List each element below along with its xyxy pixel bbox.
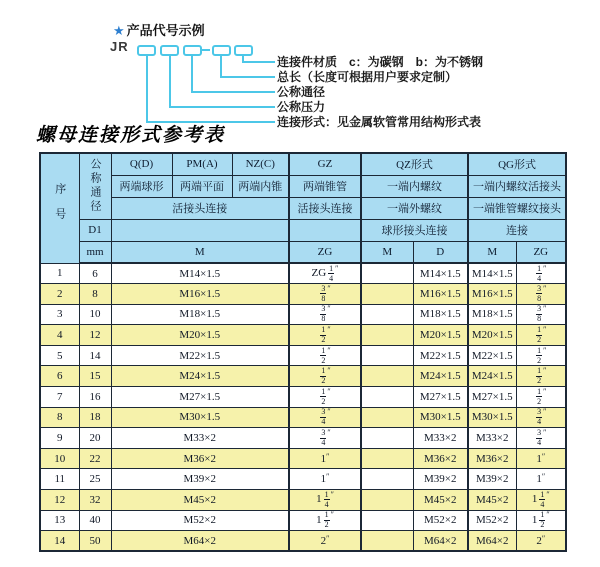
cell-dn: 18 [79, 407, 111, 428]
cell-qg-m: M20×1.5 [468, 325, 516, 346]
cell-qg-m: M24×1.5 [468, 366, 516, 387]
cell-qg-zg: $\frac{3}{4}$ ″ [516, 428, 566, 449]
cell-dn: 32 [79, 490, 111, 511]
table-row [40, 407, 566, 428]
header-mm: mm [79, 241, 111, 263]
header-unit-qz-d: D [413, 241, 468, 263]
cell-gz: $\frac{1}{2}$ ″ [289, 325, 361, 346]
header-ends-gz: 两端锥管 [289, 175, 361, 197]
cell-gz: $\frac{3}{8}$ ″ [289, 284, 361, 305]
cell-qz-m [361, 284, 413, 305]
cell-qz-m [361, 510, 413, 531]
header-empty-cell [111, 219, 289, 241]
table-row [40, 345, 566, 366]
cell-qz-m [361, 469, 413, 490]
product-code-prefix: JR [110, 39, 129, 54]
cell-seq: 5 [40, 345, 79, 366]
cell-qz-d: M24×1.5 [413, 366, 468, 387]
header-conn-qg: 一端锥管螺纹接头 [468, 197, 566, 219]
cell-seq: 12 [40, 490, 79, 511]
cell-qz-m [361, 490, 413, 511]
cell-gz: $\frac{3}{4}$ ″ [289, 407, 361, 428]
header-ends-nzc: 两端内锥 [232, 175, 289, 197]
cell-seq: 10 [40, 448, 79, 469]
cell-qg-m: M39×2 [468, 469, 516, 490]
diagram-heading-text: 产品代号示例 [126, 23, 205, 38]
cell-seq: 4 [40, 325, 79, 346]
cell-gz: $\frac{3}{8}$ ″ [289, 304, 361, 325]
cell-qg-zg: 1 $\frac{1}{4}$ ″ [516, 490, 566, 511]
cell-qg-zg: 1 $\frac{1}{2}$ ″ [516, 510, 566, 531]
cell-qz-m [361, 263, 413, 284]
header-unit-qg-zg: ZG [516, 241, 566, 263]
table-row [40, 325, 566, 346]
cell-qz-d: M36×2 [413, 448, 468, 469]
cell-dn: 16 [79, 387, 111, 408]
cell-seq: 7 [40, 387, 79, 408]
cell-qz-m [361, 345, 413, 366]
cell-m: M39×2 [111, 469, 289, 490]
cell-seq: 1 [40, 263, 79, 284]
cell-qz-d: M16×1.5 [413, 284, 468, 305]
header-group-qd: Q(D) [111, 153, 172, 175]
diagram-label-material: 连接件材质 c：为碳钢 b：为不锈钢 [277, 55, 484, 69]
cell-qg-m: M33×2 [468, 428, 516, 449]
leader-line [169, 106, 275, 108]
leader-line [220, 76, 275, 78]
cell-dn: 50 [79, 531, 111, 552]
cell-seq: 9 [40, 428, 79, 449]
leader-line [191, 91, 275, 93]
diagram-heading [113, 20, 205, 39]
cell-gz: $\frac{1}{2}$ ″ [289, 387, 361, 408]
code-dash [202, 49, 210, 51]
cell-qz-d: M45×2 [413, 490, 468, 511]
cell-qg-zg: 1″ [516, 469, 566, 490]
leader-line [169, 55, 171, 107]
header-conn-qz: 一端外螺纹 [361, 197, 468, 219]
table-row [40, 469, 566, 490]
cell-qg-zg: 2″ [516, 531, 566, 552]
cell-qz-m [361, 366, 413, 387]
table-row [40, 284, 566, 305]
cell-qg-m: M16×1.5 [468, 284, 516, 305]
cell-qz-d: M20×1.5 [413, 325, 468, 346]
cell-gz: 2″ [289, 531, 361, 552]
cell-qz-m [361, 325, 413, 346]
header-ends-qd: 两端球形 [111, 175, 172, 197]
header-group-qz: QZ形式 [361, 153, 468, 175]
cell-qz-m [361, 531, 413, 552]
header-group-gz: GZ [289, 153, 361, 175]
table-row [40, 490, 566, 511]
header-empty-cell [289, 219, 361, 241]
cell-gz: 1 $\frac{1}{2}$ ″ [289, 510, 361, 531]
cell-gz: 1 $\frac{1}{4}$ ″ [289, 490, 361, 511]
header-ends-qz: 一端内螺纹 [361, 175, 468, 197]
cell-qg-m: M64×2 [468, 531, 516, 552]
cell-dn: 40 [79, 510, 111, 531]
diagram-label-length: 总长（长度可根据用户要求定制） [277, 70, 458, 84]
header-unit-m: M [111, 241, 289, 263]
cell-m: M45×2 [111, 490, 289, 511]
cell-qz-d: M22×1.5 [413, 345, 468, 366]
cell-m: M18×1.5 [111, 304, 289, 325]
cell-qg-zg: $\frac{3}{8}$ ″ [516, 284, 566, 305]
cell-qg-zg: $\frac{1}{2}$ ″ [516, 366, 566, 387]
cell-qg-m: M30×1.5 [468, 407, 516, 428]
cell-qg-m: M45×2 [468, 490, 516, 511]
header-unit-zg: ZG [289, 241, 361, 263]
cell-dn: 25 [79, 469, 111, 490]
cell-gz: $\frac{1}{2}$ ″ [289, 366, 361, 387]
cell-m: M30×1.5 [111, 407, 289, 428]
table-title: 螺母连接形式参考表 [36, 125, 226, 146]
star-icon: ★ [113, 23, 125, 38]
cell-qg-zg: $\frac{1}{2}$ ″ [516, 325, 566, 346]
cell-seq: 2 [40, 284, 79, 305]
cell-m: M14×1.5 [111, 263, 289, 284]
cell-qz-d: M33×2 [413, 428, 468, 449]
cell-qg-m: M36×2 [468, 448, 516, 469]
cell-qg-m: M27×1.5 [468, 387, 516, 408]
cell-qg-zg: $\frac{1}{2}$ ″ [516, 387, 566, 408]
cell-qg-m: M52×2 [468, 510, 516, 531]
header-conn2-qg: 连接 [468, 219, 566, 241]
header-dn: 公称通径 [79, 153, 111, 219]
cell-qz-d: M18×1.5 [413, 304, 468, 325]
cell-gz: $\frac{1}{2}$ ″ [289, 345, 361, 366]
cell-gz: $\frac{3}{4}$ ″ [289, 428, 361, 449]
cell-qz-d: M14×1.5 [413, 263, 468, 284]
leader-line [191, 55, 193, 92]
table-row [40, 263, 566, 284]
diagram-label-connection: 连接形式：见金属软管常用结构形式表 [277, 115, 482, 129]
header-ends-qg: 一端内螺纹活接头 [468, 175, 566, 197]
cell-m: M20×1.5 [111, 325, 289, 346]
cell-seq: 13 [40, 510, 79, 531]
cell-m: M22×1.5 [111, 345, 289, 366]
diagram-label-pressure: 公称压力 [277, 100, 326, 114]
cell-qz-m [361, 387, 413, 408]
header-group-nzc: NZ(C) [232, 153, 289, 175]
cell-dn: 6 [79, 263, 111, 284]
cell-seq: 6 [40, 366, 79, 387]
cell-seq: 11 [40, 469, 79, 490]
cell-seq: 3 [40, 304, 79, 325]
cell-m: M64×2 [111, 531, 289, 552]
header-conn-gz: 活接头连接 [289, 197, 361, 219]
leader-line [242, 61, 275, 63]
table-row [40, 531, 566, 552]
cell-m: M52×2 [111, 510, 289, 531]
cell-m: M27×1.5 [111, 387, 289, 408]
cell-qz-d: M27×1.5 [413, 387, 468, 408]
cell-gz: ZG $\frac{1}{4}$ ″ [289, 263, 361, 284]
table-row [40, 510, 566, 531]
cell-dn: 20 [79, 428, 111, 449]
cell-dn: 12 [79, 325, 111, 346]
cell-qg-m: M14×1.5 [468, 263, 516, 284]
table-row [40, 428, 566, 449]
header-ends-pma: 两端平面 [172, 175, 232, 197]
cell-dn: 8 [79, 284, 111, 305]
header-unit-qz-m: M [361, 241, 413, 263]
cell-seq: 8 [40, 407, 79, 428]
cell-qg-m: M18×1.5 [468, 304, 516, 325]
cell-dn: 15 [79, 366, 111, 387]
cell-qg-zg: $\frac{3}{8}$ ″ [516, 304, 566, 325]
cell-qz-d: M30×1.5 [413, 407, 468, 428]
cell-qg-zg: $\frac{1}{2}$ ″ [516, 345, 566, 366]
cell-qg-m: M22×1.5 [468, 345, 516, 366]
cell-qg-zg: $\frac{1}{4}$ ″ [516, 263, 566, 284]
cell-m: M33×2 [111, 428, 289, 449]
cell-qz-m [361, 407, 413, 428]
header-conn2-qz: 球形接头连接 [361, 219, 468, 241]
cell-qz-d: M64×2 [413, 531, 468, 552]
cell-qz-m [361, 448, 413, 469]
table-row [40, 387, 566, 408]
cell-qz-m [361, 304, 413, 325]
header-unit-qg-m: M [468, 241, 516, 263]
cell-dn: 10 [79, 304, 111, 325]
cell-m: M16×1.5 [111, 284, 289, 305]
cell-dn: 14 [79, 345, 111, 366]
cell-seq: 14 [40, 531, 79, 552]
table-row [40, 366, 566, 387]
cell-qz-d: M52×2 [413, 510, 468, 531]
leader-line [220, 55, 222, 77]
cell-gz: 1″ [289, 448, 361, 469]
cell-qz-d: M39×2 [413, 469, 468, 490]
table-row [40, 304, 566, 325]
cell-m: M36×2 [111, 448, 289, 469]
leader-line [146, 55, 148, 122]
header-group-qg: QG形式 [468, 153, 566, 175]
cell-gz: 1″ [289, 469, 361, 490]
cell-qg-zg: 1″ [516, 448, 566, 469]
cell-qg-zg: $\frac{3}{4}$ ″ [516, 407, 566, 428]
nut-connection-table [39, 152, 567, 552]
diagram-label-diameter: 公称通径 [277, 85, 326, 99]
table-row [40, 448, 566, 469]
header-seq: 序号 [40, 153, 79, 263]
header-group-pma: PM(A) [172, 153, 232, 175]
header-conn-union: 活接头连接 [111, 197, 289, 219]
cell-dn: 22 [79, 448, 111, 469]
header-d1: D1 [79, 219, 111, 241]
cell-m: M24×1.5 [111, 366, 289, 387]
cell-qz-m [361, 428, 413, 449]
